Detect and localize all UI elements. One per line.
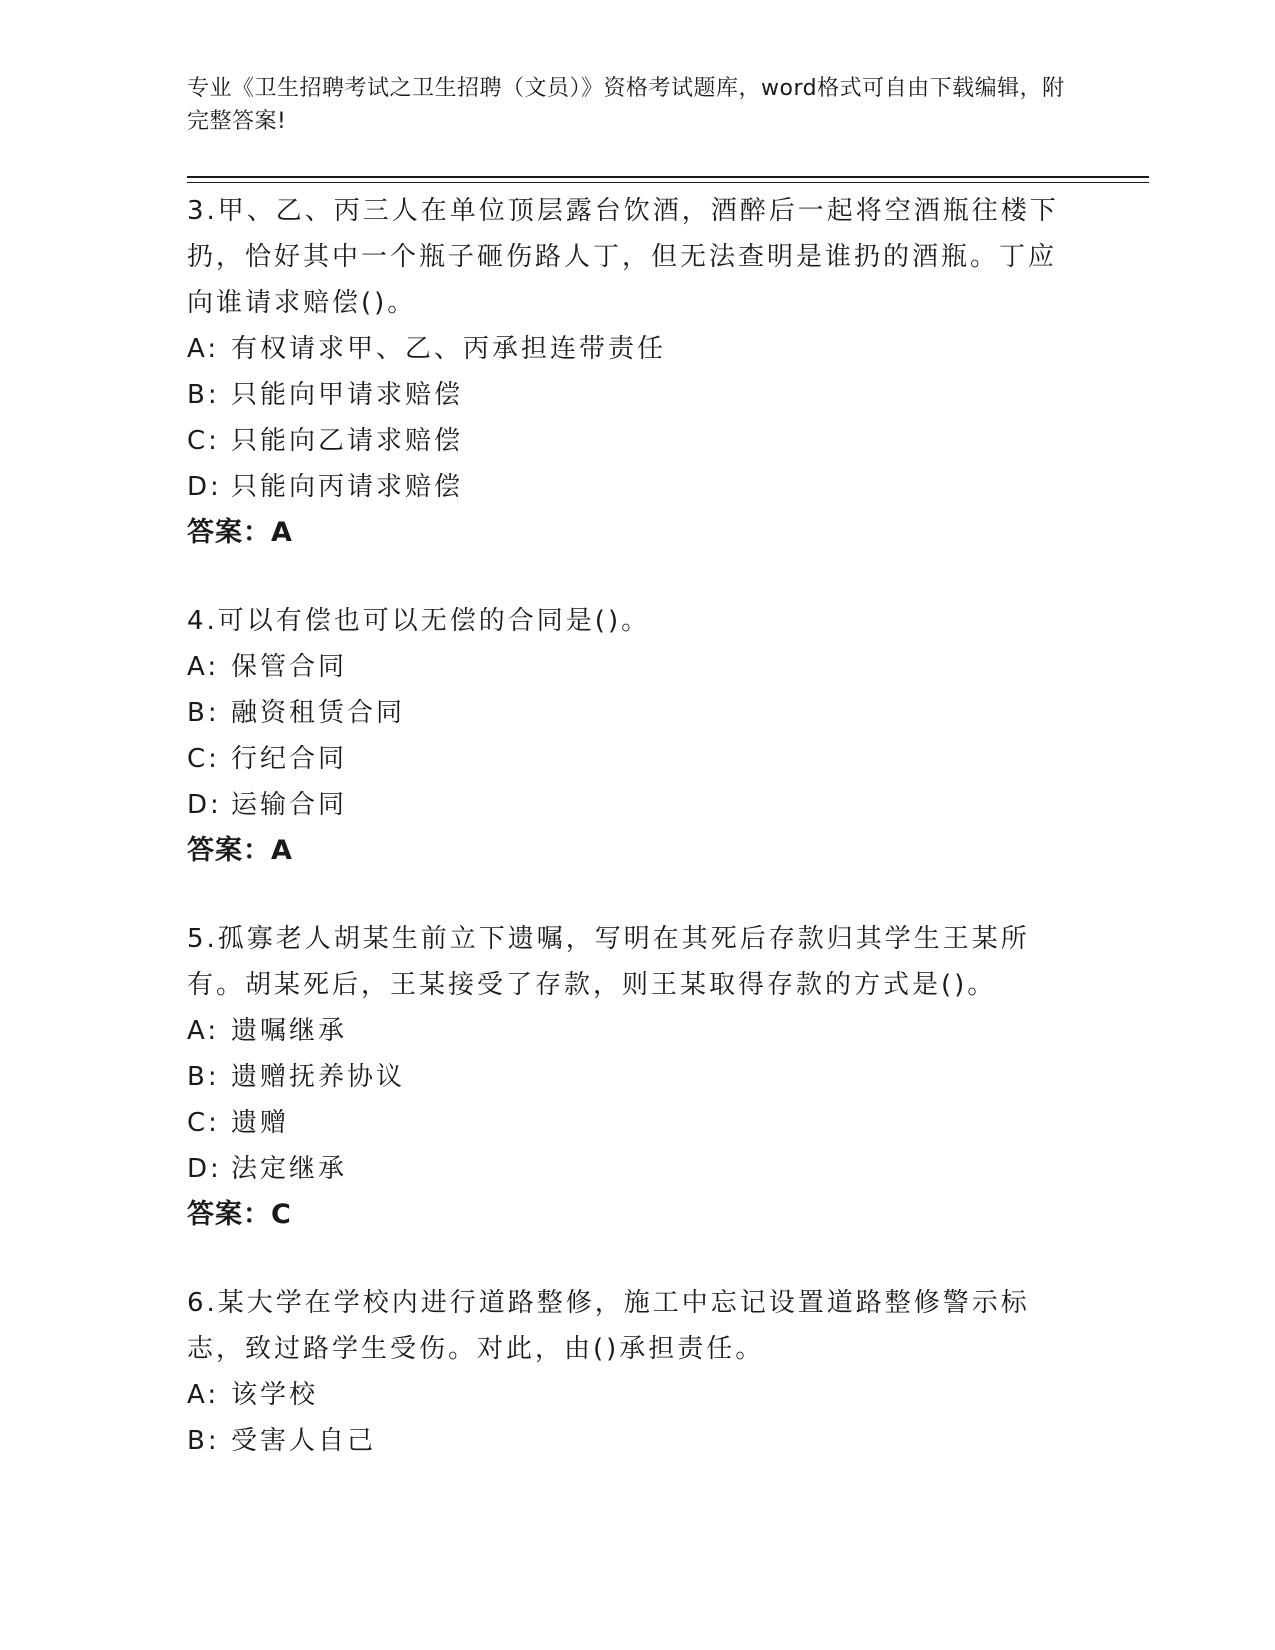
option-label: B: [187, 1062, 220, 1092]
answer-value: C [271, 1199, 292, 1230]
option-d [187, 1146, 1067, 1192]
option-d [187, 464, 1067, 510]
option-label: B: [187, 380, 220, 410]
option-a [187, 1372, 1067, 1418]
question-text: 4.可以有偿也可以无偿的合同是()。 [187, 606, 651, 636]
answer-line [187, 1192, 1067, 1238]
option-label: C: [187, 426, 220, 456]
option-label: A: [187, 1380, 220, 1410]
header-divider-thin [187, 182, 1149, 183]
question-item [187, 916, 1067, 1238]
answer-label: 答案： [187, 517, 271, 548]
option-label: A: [187, 1016, 220, 1046]
option-b [187, 1418, 1067, 1464]
option-b [187, 690, 1067, 736]
option-label: C: [187, 1108, 220, 1138]
option-label: A: [187, 334, 220, 364]
question-list [187, 188, 1067, 1506]
option-text: 遗赠抚养协议 [231, 1062, 406, 1092]
question-item [187, 598, 1067, 874]
option-c [187, 736, 1067, 782]
option-c [187, 418, 1067, 464]
option-b [187, 1054, 1067, 1100]
option-text: 受害人自己 [231, 1426, 377, 1456]
option-label: D: [187, 472, 222, 502]
option-a [187, 326, 1067, 372]
answer-label: 答案： [187, 1199, 271, 1230]
question-text: 6.某大学在学校内进行道路整修，施工中忘记设置道路整修警示标志，致过路学生受伤。对此，由()承担责任。 [187, 1288, 1030, 1364]
option-label: B: [187, 698, 220, 728]
option-label: B: [187, 1426, 220, 1456]
option-a [187, 1008, 1067, 1054]
option-label: D: [187, 790, 222, 820]
option-a [187, 644, 1067, 690]
option-text: 融资租赁合同 [231, 698, 406, 728]
option-text: 法定继承 [231, 1154, 348, 1184]
question-item [187, 188, 1067, 556]
header-intro: 专业《卫生招聘考试之卫生招聘（文员）》资格考试题库，word格式可自由下载编辑，附完整答案! [187, 76, 1065, 134]
header-divider-thick [187, 176, 1149, 178]
option-text: 有权请求甲、乙、丙承担连带责任 [231, 334, 667, 364]
answer-value: A [271, 835, 293, 866]
answer-line [187, 510, 1067, 556]
option-c [187, 1100, 1067, 1146]
answer-line [187, 828, 1067, 874]
option-d [187, 782, 1067, 828]
option-label: C: [187, 744, 220, 774]
option-text: 遗赠 [231, 1108, 290, 1138]
option-text: 只能向甲请求赔偿 [231, 380, 464, 410]
option-text: 只能向乙请求赔偿 [231, 426, 464, 456]
option-text: 遗嘱继承 [231, 1016, 348, 1046]
option-label: A: [187, 652, 220, 682]
question-text: 5.孤寡老人胡某生前立下遗嘱，写明在其死后存款归其学生王某所有。胡某死后，王某接受了存款，则王某取得存款的方式是()。 [187, 924, 1030, 1000]
option-text: 该学校 [231, 1380, 319, 1410]
answer-value: A [271, 517, 293, 548]
option-b [187, 372, 1067, 418]
option-text: 运输合同 [231, 790, 348, 820]
question-item [187, 1280, 1067, 1464]
question-text: 3.甲、乙、丙三人在单位顶层露台饮酒，酒醉后一起将空酒瓶往楼下扔，恰好其中一个瓶子砸伤路人丁，但无法查明是谁扔的酒瓶。丁应向谁请求赔偿()。 [187, 196, 1059, 318]
option-text: 只能向丙请求赔偿 [231, 472, 464, 502]
answer-label: 答案： [187, 835, 271, 866]
option-text: 保管合同 [231, 652, 348, 682]
option-label: D: [187, 1154, 222, 1184]
option-text: 行纪合同 [231, 744, 348, 774]
